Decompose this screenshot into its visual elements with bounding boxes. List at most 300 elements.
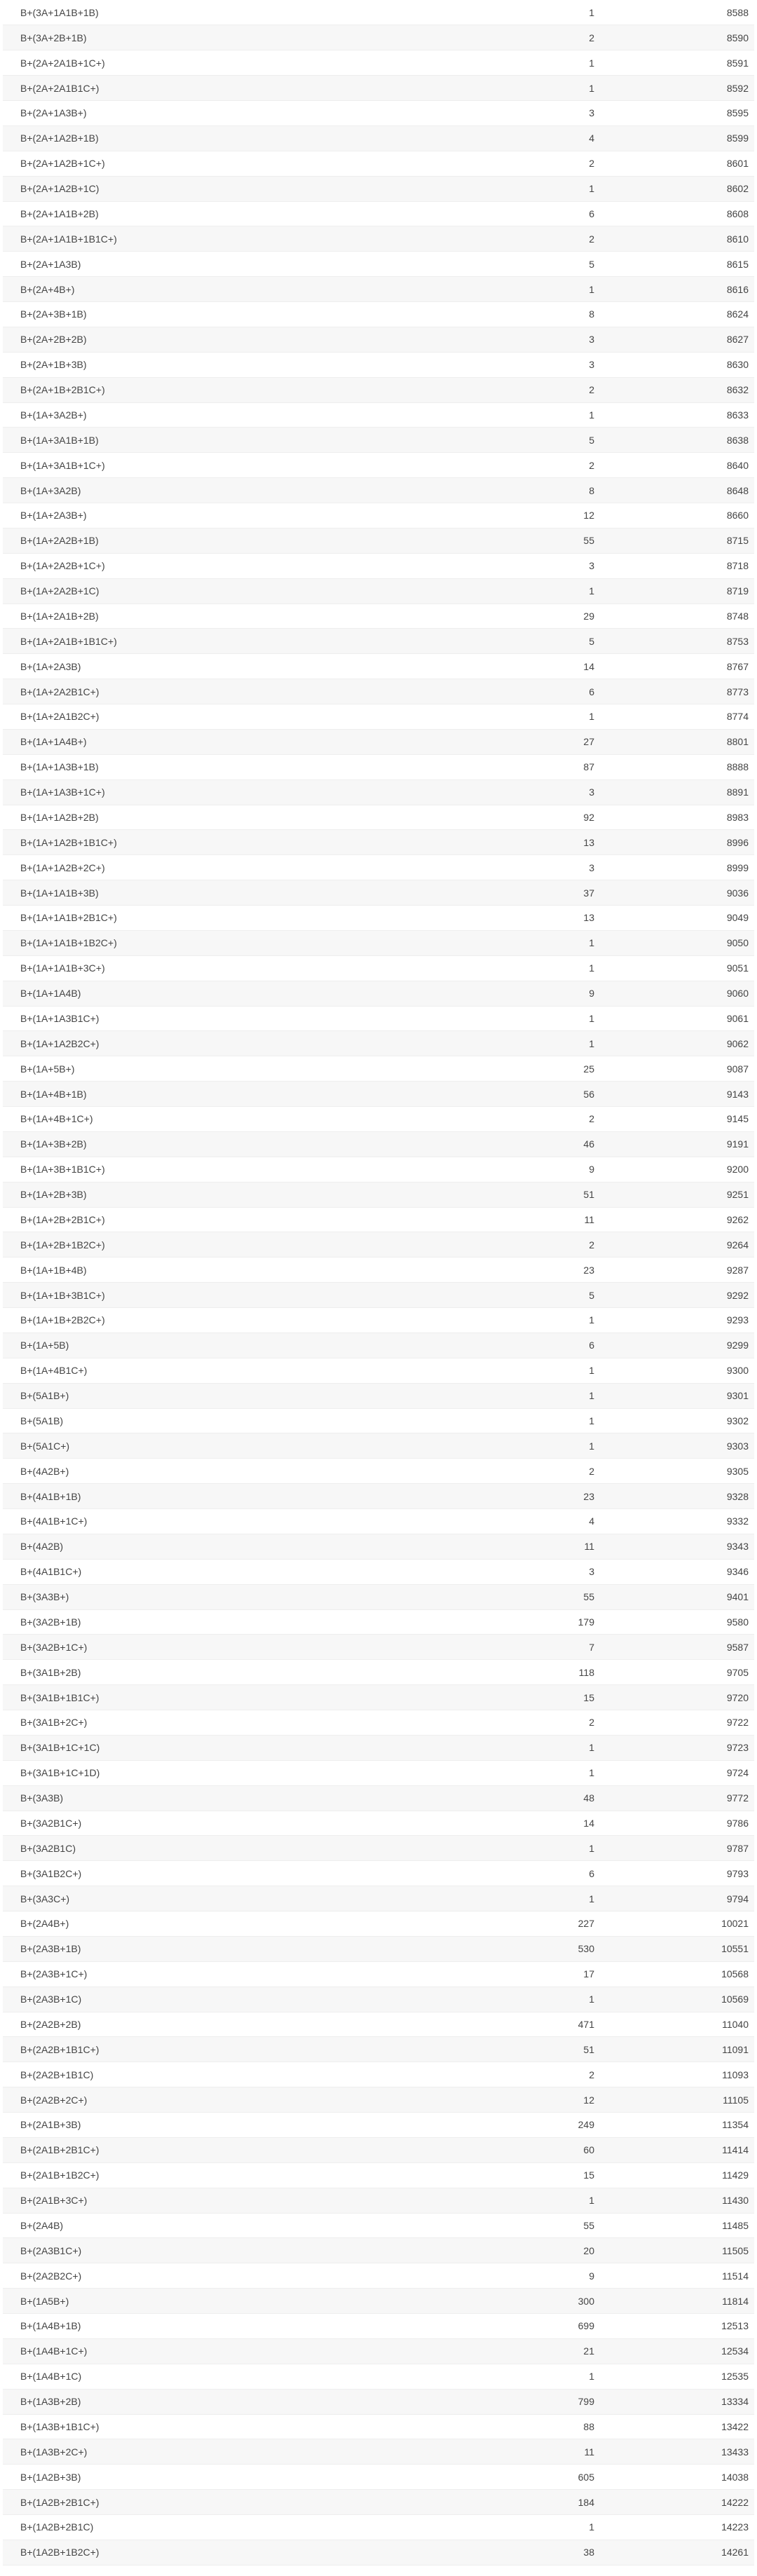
row-label-cell: B+(2A3B+1B) [3,1936,479,1961]
row-cumulative-cell: 9301 [600,1383,754,1408]
table-row [3,679,754,704]
row-label-cell: B+(1A+1A2B+2B) [3,805,479,830]
row-cumulative-cell: 9049 [600,906,754,931]
row-label-cell: B+(1A+3B+2B) [3,1131,479,1157]
row-count-cell: 11 [479,1207,600,1232]
row-label-cell: B+(2A+1A2B+1C+) [3,151,479,176]
row-cumulative-cell: 8648 [600,478,754,503]
row-count-cell: 699 [479,2314,600,2339]
row-count-cell: 12 [479,2087,600,2113]
table-row [3,2338,754,2364]
row-label-cell: B+(1A+2A3B+) [3,503,479,529]
row-cumulative-cell: 8638 [600,428,754,453]
row-label-cell: B+(1A+4B+1B) [3,1082,479,1107]
row-count-cell: 5 [479,428,600,453]
row-label-cell: B+(1A2B+2B1C+) [3,2490,479,2515]
row-label-cell: B+(3A1B+1C+1C) [3,1735,479,1760]
row-count-cell: 27 [479,729,600,754]
row-count-cell: 6 [479,1333,600,1358]
row-cumulative-cell: 8748 [600,604,754,629]
row-cumulative-cell: 8888 [600,754,754,779]
row-count-cell: 1 [479,1836,600,1861]
row-cumulative-cell: 13433 [600,2439,754,2465]
row-label-cell: B+(1A+2A3B) [3,654,479,679]
table-row [3,1785,754,1811]
row-cumulative-cell: 9794 [600,1886,754,1911]
table-row [3,1131,754,1157]
row-label-cell: B+(1A+3A1B+1B) [3,428,479,453]
row-cumulative-cell: 9724 [600,1760,754,1785]
row-cumulative-cell: 11354 [600,2113,754,2138]
row-count-cell: 605 [479,2465,600,2490]
row-label-cell: B+(2A+1B+3B) [3,352,479,377]
table-row [3,1584,754,1609]
row-cumulative-cell: 8891 [600,779,754,805]
row-count-cell: 48 [479,1785,600,1811]
row-count-cell: 55 [479,1584,600,1609]
row-cumulative-cell: 9087 [600,1056,754,1082]
table-row [3,1006,754,1031]
table-row [3,0,754,25]
row-label-cell: B+(1A+1A1B+2B1C+) [3,906,479,931]
row-count-cell: 179 [479,1609,600,1635]
row-cumulative-cell: 11814 [600,2289,754,2314]
row-count-cell: 92 [479,805,600,830]
row-label-cell: B+(3A3B) [3,1785,479,1811]
table-row [3,201,754,226]
table-row [3,1232,754,1258]
table-row [3,2188,754,2213]
table-row [3,1207,754,1232]
row-count-cell: 530 [479,1936,600,1961]
row-count-cell: 13 [479,830,600,855]
table-row [3,2087,754,2113]
row-cumulative-cell: 8983 [600,805,754,830]
row-count-cell: 60 [479,2137,600,2162]
table-row [3,955,754,981]
table-row [3,1408,754,1433]
row-count-cell: 23 [479,1484,600,1509]
row-count-cell: 1 [479,1760,600,1785]
table-row [3,1685,754,1710]
row-count-cell: 1 [479,277,600,302]
row-label-cell: B+(2A+2A1B+1C+) [3,50,479,76]
row-cumulative-cell: 10568 [600,1961,754,1986]
row-label-cell: B+(1A+1A1B+3C+) [3,955,479,981]
row-count-cell: 2 [479,25,600,50]
row-count-cell: 300 [479,2289,600,2314]
row-count-cell: 11 [479,2439,600,2465]
row-cumulative-cell: 9305 [600,1459,754,1484]
table-row [3,2490,754,2515]
table-row [3,176,754,201]
row-cumulative-cell: 8602 [600,176,754,201]
table-row [3,327,754,352]
row-count-cell: 184 [479,2490,600,2515]
row-label-cell: B+(3A1B+1B1C+) [3,1685,479,1710]
row-count-cell: 4 [479,1509,600,1534]
table-row [3,1383,754,1408]
row-label-cell: B+(1A+1B+3B1C+) [3,1283,479,1308]
table-row [3,377,754,402]
row-cumulative-cell: 9332 [600,1509,754,1534]
table-row [3,1886,754,1911]
table-body [3,0,754,2565]
table-row [3,1609,754,1635]
row-label-cell: B+(1A+2A2B+1B) [3,528,479,553]
table-row [3,1936,754,1961]
table-row [3,1056,754,1082]
row-cumulative-cell: 8592 [600,76,754,101]
row-cumulative-cell: 8640 [600,453,754,478]
table-row [3,1534,754,1559]
row-label-cell: B+(3A1B2C+) [3,1861,479,1886]
table-row [3,1836,754,1861]
row-label-cell: B+(2A+2B+2B) [3,327,479,352]
table-row [3,2289,754,2314]
row-count-cell: 1 [479,1358,600,1383]
table-row [3,654,754,679]
table-row [3,1710,754,1736]
table-row [3,729,754,754]
row-label-cell: B+(1A+2B+1B2C+) [3,1232,479,1258]
row-count-cell: 55 [479,2213,600,2238]
row-count-cell: 2 [479,1107,600,1132]
table-row [3,352,754,377]
row-label-cell: B+(1A+1B+4B) [3,1258,479,1283]
row-cumulative-cell: 8719 [600,578,754,604]
row-cumulative-cell: 14261 [600,2540,754,2565]
table-row [3,1358,754,1383]
row-cumulative-cell: 12513 [600,2314,754,2339]
row-cumulative-cell: 13334 [600,2389,754,2414]
row-count-cell: 2 [479,2062,600,2087]
row-label-cell: B+(2A1B+3B) [3,2113,479,2138]
row-count-cell: 9 [479,1157,600,1182]
table-row [3,2540,754,2565]
row-cumulative-cell: 9302 [600,1408,754,1433]
row-cumulative-cell: 10021 [600,1911,754,1937]
row-cumulative-cell: 9264 [600,1232,754,1258]
row-count-cell: 55 [479,528,600,553]
row-cumulative-cell: 9061 [600,1006,754,1031]
row-label-cell: B+(2A2B+2B) [3,2012,479,2037]
row-count-cell: 15 [479,1685,600,1710]
table-row [3,101,754,126]
row-label-cell: B+(3A2B+1C+) [3,1635,479,1660]
row-label-cell: B+(2A3B1C+) [3,2238,479,2263]
row-cumulative-cell: 9143 [600,1082,754,1107]
table-row [3,906,754,931]
table-row [3,855,754,880]
row-label-cell: B+(4A2B) [3,1534,479,1559]
row-count-cell: 5 [479,629,600,654]
row-label-cell: B+(1A+2A1B+1B1C+) [3,629,479,654]
row-count-cell: 3 [479,327,600,352]
row-count-cell: 1 [479,176,600,201]
row-label-cell: B+(4A2B+) [3,1459,479,1484]
table-row [3,1484,754,1509]
row-label-cell: B+(1A+1A1B+1B2C+) [3,930,479,955]
row-cumulative-cell: 8616 [600,277,754,302]
table-row [3,2062,754,2087]
row-count-cell: 9 [479,981,600,1006]
table-row [3,1986,754,2012]
table-row [3,1333,754,1358]
row-cumulative-cell: 9720 [600,1685,754,1710]
row-count-cell: 17 [479,1961,600,1986]
row-label-cell: B+(1A+2B+2B1C+) [3,1207,479,1232]
row-count-cell: 1 [479,955,600,981]
row-label-cell: B+(2A+1A3B) [3,252,479,277]
row-cumulative-cell: 9723 [600,1735,754,1760]
row-count-cell: 227 [479,1911,600,1937]
row-label-cell: B+(3A2B+1B) [3,1609,479,1635]
row-label-cell: B+(1A3B+1B1C+) [3,2414,479,2439]
row-count-cell: 14 [479,1811,600,1836]
row-count-cell: 23 [479,1258,600,1283]
table-row [3,2515,754,2540]
row-label-cell: B+(1A+1A4B) [3,981,479,1006]
table-row [3,2439,754,2465]
row-count-cell: 9 [479,2263,600,2289]
row-count-cell: 51 [479,2037,600,2062]
row-cumulative-cell: 9262 [600,1207,754,1232]
table-row [3,1861,754,1886]
row-cumulative-cell: 11091 [600,2037,754,2062]
table-row [3,226,754,252]
row-label-cell: B+(2A+1A3B+) [3,101,479,126]
table-row [3,2113,754,2138]
row-count-cell: 1 [479,704,600,730]
table-row [3,930,754,955]
table-row [3,302,754,327]
table-row [3,2137,754,2162]
row-label-cell: B+(2A2B+1B1C) [3,2062,479,2087]
row-count-cell: 2 [479,1710,600,1736]
row-count-cell: 1 [479,50,600,76]
row-cumulative-cell: 8624 [600,302,754,327]
table-row [3,2465,754,2490]
table-row [3,1735,754,1760]
table-row [3,2364,754,2389]
row-count-cell: 2 [479,453,600,478]
row-cumulative-cell: 9786 [600,1811,754,1836]
row-label-cell: B+(2A3B+1C) [3,1986,479,2012]
row-count-cell: 249 [479,2113,600,2138]
row-cumulative-cell: 9036 [600,880,754,906]
row-cumulative-cell: 9587 [600,1635,754,1660]
row-cumulative-cell: 9051 [600,955,754,981]
row-cumulative-cell: 9303 [600,1433,754,1459]
row-cumulative-cell: 8801 [600,729,754,754]
row-cumulative-cell: 9343 [600,1534,754,1559]
table-row [3,453,754,478]
row-cumulative-cell: 8632 [600,377,754,402]
row-count-cell: 14 [479,654,600,679]
row-label-cell: B+(1A+1A3B+1B) [3,754,479,779]
row-count-cell: 3 [479,855,600,880]
row-cumulative-cell: 14223 [600,2515,754,2540]
row-label-cell: B+(1A+3A2B) [3,478,479,503]
row-label-cell: B+(3A3B+) [3,1584,479,1609]
table-row [3,1635,754,1660]
row-cumulative-cell: 8630 [600,352,754,377]
table-row [3,1961,754,1986]
table-row [3,1660,754,1685]
row-cumulative-cell: 9793 [600,1861,754,1886]
row-label-cell: B+(2A4B+) [3,1911,479,1937]
table-row [3,252,754,277]
row-label-cell: B+(2A+2A1B1C+) [3,76,479,101]
row-cumulative-cell: 9299 [600,1333,754,1358]
row-label-cell: B+(1A+2A1B2C+) [3,704,479,730]
row-count-cell: 1 [479,1408,600,1433]
row-cumulative-cell: 8774 [600,704,754,730]
row-cumulative-cell: 11105 [600,2087,754,2113]
row-count-cell: 2 [479,151,600,176]
table-row [3,1433,754,1459]
row-label-cell: B+(3A2B1C+) [3,1811,479,1836]
row-label-cell: B+(1A+1A2B2C+) [3,1031,479,1056]
row-count-cell: 1 [479,1006,600,1031]
row-label-cell: B+(3A3C+) [3,1886,479,1911]
table-row [3,151,754,176]
row-count-cell: 25 [479,1056,600,1082]
row-label-cell: B+(1A+2A2B+1C+) [3,553,479,578]
row-count-cell: 1 [479,2515,600,2540]
row-cumulative-cell: 11430 [600,2188,754,2213]
row-label-cell: B+(2A2B+2C+) [3,2087,479,2113]
row-cumulative-cell: 9050 [600,930,754,955]
table-row [3,604,754,629]
row-cumulative-cell: 8996 [600,830,754,855]
row-label-cell: B+(2A+1A2B+1C) [3,176,479,201]
row-label-cell: B+(3A1B+2C+) [3,1710,479,1736]
row-cumulative-cell: 8588 [600,0,754,25]
row-cumulative-cell: 14038 [600,2465,754,2490]
table-row [3,830,754,855]
row-count-cell: 2 [479,226,600,252]
row-cumulative-cell: 11093 [600,2062,754,2087]
table-row [3,1911,754,1937]
row-count-cell: 15 [479,2162,600,2188]
row-label-cell: B+(1A+1B+2B2C+) [3,1308,479,1333]
row-cumulative-cell: 11429 [600,2162,754,2188]
row-label-cell: B+(1A5B+) [3,2289,479,2314]
row-label-cell: B+(1A4B+1C+) [3,2338,479,2364]
table-row [3,578,754,604]
row-cumulative-cell: 8590 [600,25,754,50]
table-row [3,1459,754,1484]
row-label-cell: B+(2A1B+1B2C+) [3,2162,479,2188]
row-count-cell: 1 [479,578,600,604]
row-count-cell: 1 [479,402,600,428]
row-label-cell: B+(1A+4B1C+) [3,1358,479,1383]
row-label-cell: B+(3A1B+2B) [3,1660,479,1685]
row-count-cell: 1 [479,76,600,101]
row-label-cell: B+(1A+2B+3B) [3,1182,479,1207]
table-row [3,805,754,830]
row-label-cell: B+(1A2B+2B1C) [3,2515,479,2540]
row-count-cell: 1 [479,0,600,25]
row-cumulative-cell: 9191 [600,1131,754,1157]
row-count-cell: 1 [479,1735,600,1760]
row-cumulative-cell: 9787 [600,1836,754,1861]
row-cumulative-cell: 9346 [600,1559,754,1584]
row-cumulative-cell: 12534 [600,2338,754,2364]
row-cumulative-cell: 11040 [600,2012,754,2037]
table-row [3,2389,754,2414]
row-label-cell: B+(2A1B+3C+) [3,2188,479,2213]
row-label-cell: B+(2A2B+1B1C+) [3,2037,479,2062]
row-label-cell: B+(1A+2A2B+1C) [3,578,479,604]
row-cumulative-cell: 8610 [600,226,754,252]
row-cumulative-cell: 12535 [600,2364,754,2389]
row-label-cell: B+(1A4B+1B) [3,2314,479,2339]
row-label-cell: B+(1A+5B+) [3,1056,479,1082]
table-row [3,277,754,302]
row-label-cell: B+(1A+2A1B+2B) [3,604,479,629]
row-count-cell: 8 [479,478,600,503]
table-row [3,528,754,553]
table-row [3,2263,754,2289]
row-cumulative-cell: 11485 [600,2213,754,2238]
row-label-cell: B+(1A+1A2B+1B1C+) [3,830,479,855]
row-count-cell: 471 [479,2012,600,2037]
row-cumulative-cell: 11505 [600,2238,754,2263]
row-count-cell: 1 [479,1986,600,2012]
table-row [3,1082,754,1107]
table-row [3,2414,754,2439]
row-count-cell: 3 [479,553,600,578]
row-count-cell: 88 [479,2414,600,2439]
table-row [3,428,754,453]
row-cumulative-cell: 9292 [600,1283,754,1308]
row-cumulative-cell: 9328 [600,1484,754,1509]
row-cumulative-cell: 10569 [600,1986,754,2012]
table-row [3,2314,754,2339]
row-count-cell: 4 [479,125,600,151]
row-cumulative-cell: 8608 [600,201,754,226]
row-cumulative-cell: 10551 [600,1936,754,1961]
table-row [3,553,754,578]
row-label-cell: B+(3A2B1C) [3,1836,479,1861]
table-row [3,1107,754,1132]
row-label-cell: B+(4A1B+1C+) [3,1509,479,1534]
row-cumulative-cell: 8601 [600,151,754,176]
row-count-cell: 46 [479,1131,600,1157]
row-count-cell: 3 [479,101,600,126]
row-label-cell: B+(5A1C+) [3,1433,479,1459]
row-label-cell: B+(4A1B1C+) [3,1559,479,1584]
row-cumulative-cell: 9401 [600,1584,754,1609]
table-row [3,76,754,101]
row-count-cell: 2 [479,1459,600,1484]
row-count-cell: 20 [479,2238,600,2263]
row-cumulative-cell: 8591 [600,50,754,76]
table-row [3,1811,754,1836]
row-label-cell: B+(1A+1A4B+) [3,729,479,754]
row-cumulative-cell: 8773 [600,679,754,704]
row-cumulative-cell: 9300 [600,1358,754,1383]
row-cumulative-cell: 9772 [600,1785,754,1811]
row-cumulative-cell: 9287 [600,1258,754,1283]
row-count-cell: 799 [479,2389,600,2414]
row-cumulative-cell: 8627 [600,327,754,352]
row-cumulative-cell: 8595 [600,101,754,126]
row-label-cell: B+(1A3B+2C+) [3,2439,479,2465]
